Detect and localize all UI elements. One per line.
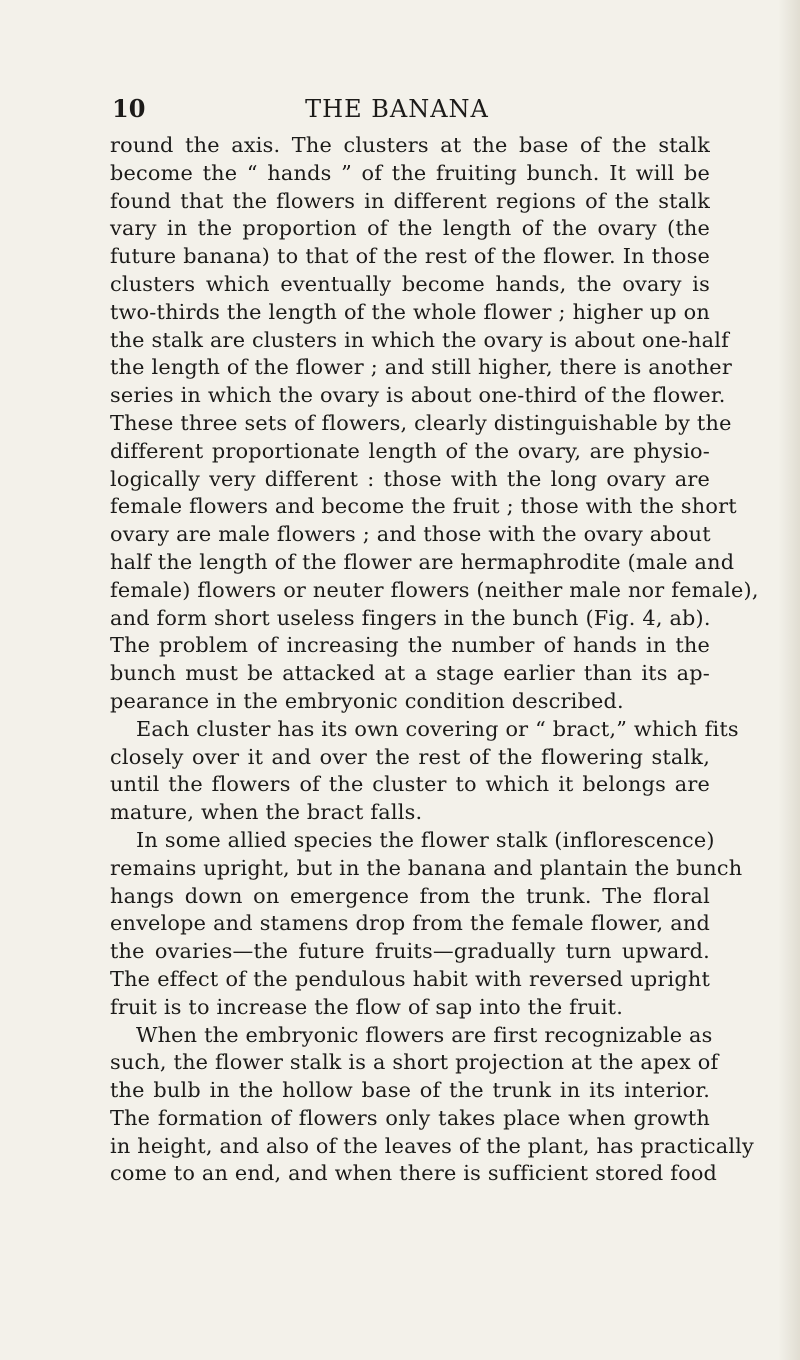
text-line: become the “ hands ” of the fruiting bunch. It will be [110,160,710,185]
text-line: envelope and stamens drop from the female flower, and [110,911,710,936]
text-line: These three sets of flowers, clearly distinguishable by the [110,410,732,435]
text-line: When the embryonic flowers are first recognizable as [136,1022,713,1047]
page-number: 10 [112,94,146,123]
text-line: come to an end, and when there is sufficient stored food [110,1161,718,1186]
text-line: future banana) to that of the rest of the flower. In those [110,244,710,269]
text-line: pearance in the embryonic condition described. [110,688,624,713]
text-line: found that the flowers in different regions of the stalk [110,188,710,213]
text-line: In some allied species the flower stalk (inflorescence) [136,827,715,852]
body-text [110,132,759,1188]
text-line: the stalk are clusters in which the ovary is about one-half [110,327,729,352]
text-line: The formation of flowers only takes place when growth [110,1105,710,1130]
text-line: hangs down on emergence from the trunk. The floral [110,883,710,908]
text-line: and form short useless fingers in the bunch (Fig. 4, ab). [110,605,711,630]
text-line: clusters which eventually become hands, the ovary is [110,271,710,296]
text-line: series in which the ovary is about one-third of the flower. [110,383,726,408]
text-line: closely over it and over the rest of the flowering stalk, [110,744,710,769]
text-line: two-thirds the length of the whole flower ; higher up on [110,299,710,324]
text-line: such, the flower stalk is a short projection at the apex of [110,1050,719,1075]
text-line: different proportionate length of the ovary, are physio- [110,438,710,463]
running-head: THE BANANA [305,95,489,123]
text-line: mature, when the bract falls. [110,800,423,825]
text-line: round the axis. The clusters at the base of the stalk [110,133,710,157]
text-line: Each cluster has its own covering or “ bract,” which fits [136,716,739,741]
text-line: The effect of the pendulous habit with reversed upright [110,966,710,991]
text-line: The problem of increasing the number of hands in the [110,633,710,658]
text-line: in height, and also of the leaves of the plant, has practically [110,1133,754,1158]
text-line: the length of the flower ; and still higher, there is another [110,355,732,380]
text-line: ovary are male flowers ; and those with the ovary about [110,522,711,547]
text-line: vary in the proportion of the length of the ovary (the [110,216,710,241]
text-line: remains upright, but in the banana and plantain the bunch [110,855,743,880]
text-line: bunch must be attacked at a stage earlier than its ap- [110,661,710,686]
text-line: female) flowers or neuter flowers (neither male nor female), [110,577,759,602]
text-line: the ovaries—the future fruits—gradually turn upward. [110,939,710,964]
page-edge-shadow [778,0,800,1360]
text-line: fruit is to increase the flow of sap into the fruit. [110,994,624,1019]
text-line: until the flowers of the cluster to which it belongs are [110,772,710,797]
text-line: female flowers and become the fruit ; those with the short [110,494,737,519]
text-line: half the length of the flower are hermaphrodite (male and [110,549,735,574]
text-line: logically very different : those with the long ovary are [110,466,710,491]
text-line: the bulb in the hollow base of the trunk in its interior. [110,1078,710,1103]
page-header [112,92,682,126]
